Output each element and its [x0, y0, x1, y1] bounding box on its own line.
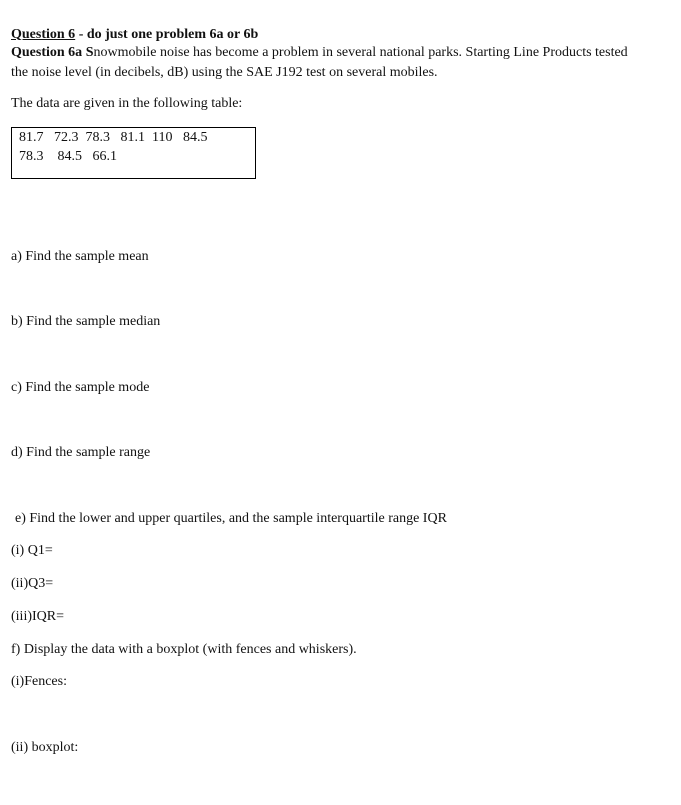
question-e: e) Find the lower and upper quartiles, and the sample interquartile range IQR — [15, 511, 447, 526]
problem-statement-line-1 — [11, 44, 628, 61]
question-e-i: (i) Q1= — [11, 543, 53, 558]
part-label: Question 6a — [11, 45, 83, 60]
question-e-ii: (ii)Q3= — [11, 576, 54, 591]
problem-statement-line-2: the noise level (in decibels, dB) using the SAE J192 test on several mobiles. — [11, 65, 438, 80]
data-table — [11, 127, 256, 179]
question-number: Question 6 — [11, 27, 76, 42]
question-e-iii: (iii)IQR= — [11, 609, 64, 624]
question-b: b) Find the sample median — [11, 314, 161, 329]
question-f-i: (i)Fences: — [11, 674, 67, 689]
question-d: d) Find the sample range — [11, 445, 151, 460]
data-row-2: 78.3 84.5 66.1 — [19, 149, 117, 164]
table-intro: The data are given in the following table: — [11, 96, 243, 111]
question-f-ii: (ii) boxplot: — [11, 740, 79, 755]
question-a: a) Find the sample mean — [11, 249, 149, 264]
question-f: f) Display the data with a boxplot (with fences and whiskers). — [11, 642, 357, 657]
first-letter: S — [85, 45, 94, 60]
data-row-1: 81.7 72.3 78.3 81.1 110 84.5 — [19, 130, 208, 145]
question-heading — [11, 26, 258, 43]
question-c: c) Find the sample mode — [11, 380, 150, 395]
problem-text-1: nowmobile noise has become a problem in several national parks. Starting Line Products tested — [93, 45, 628, 60]
question-instruction: - do just one problem 6a or 6b — [75, 27, 259, 42]
